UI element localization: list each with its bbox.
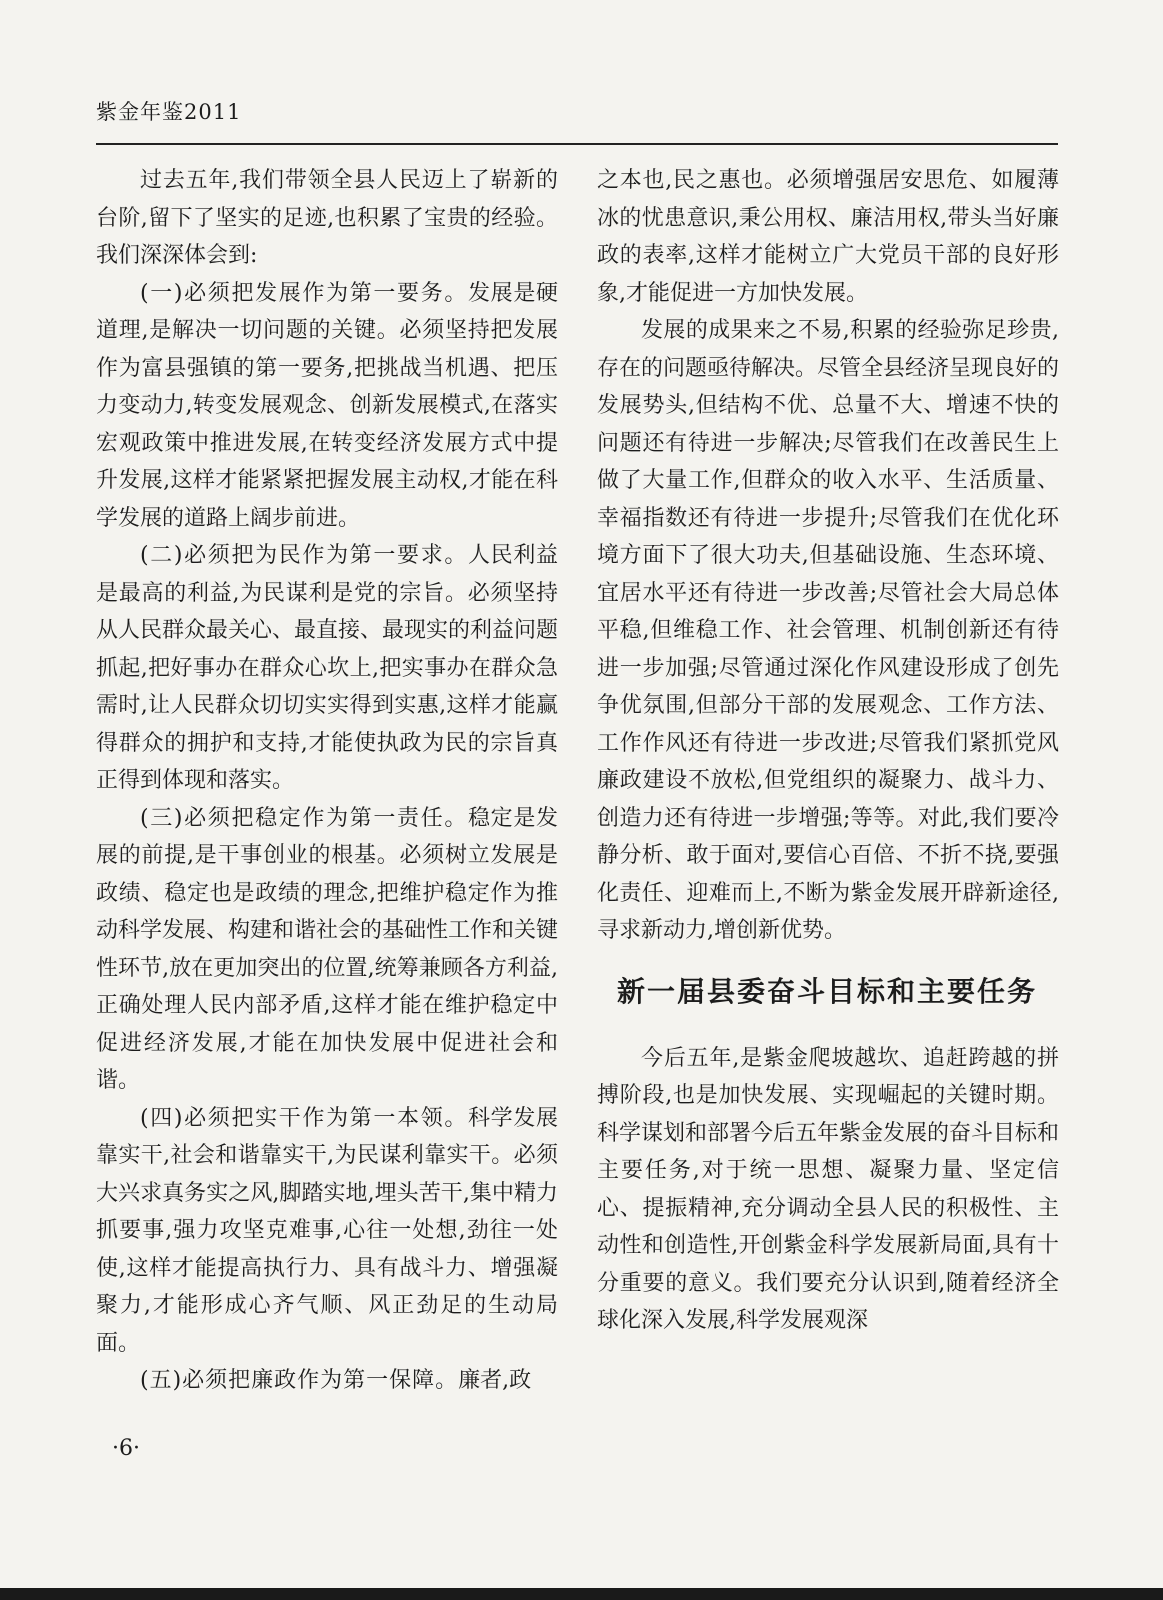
page-number: ·6· — [112, 1436, 140, 1461]
paragraph-text: 发展是硬道理,是解决一切问题的关键。必须坚持把发展作为富县强镇的第一要务,把挑战当机遇、把压力变动力,转变发展观念、创新发展模式,在落实宏观政策中推进发展,在转变经济发展方式中提升发展,这样才能紧紧把握发展主动权,才能在科学发展的道路上阔步前进。 — [96, 280, 558, 531]
lesson-paragraph-1 — [96, 275, 558, 538]
section-heading: 新一届县委奋斗目标和主要任务 — [617, 974, 1038, 1008]
paragraph-text: 廉者,政 — [458, 1368, 532, 1393]
paragraph-text: 稳定是发展的前提,是干事创业的根基。必须树立发展是政绩、稳定也是政绩的理念,把维护稳定作为推动科学发展、构建和谐社会的基础性工作和关键性环节,放在更加突出的位置,统筹兼顾各方利益,正确处理人民内部矛盾,这样才能在维护稳定中促进经济发展,才能在加快发展中促进社会和谐。 — [96, 805, 559, 1093]
running-header: 紫金年鉴2011 — [96, 100, 242, 124]
lesson-heading: (三)必须把稳定作为第一责任。 — [140, 805, 469, 831]
lesson-paragraph-4 — [96, 1100, 558, 1363]
left-column — [96, 162, 558, 1400]
scan-bottom-edge — [0, 1588, 1163, 1600]
paragraph-text: 过去五年,我们带领全县人民迈上了崭新的台阶,留下了坚实的足迹,也积累了宝贵的经验。我们深深体会到: — [96, 168, 558, 268]
problems-paragraph: 发展的成果来之不易,积累的经验弥足珍贵,存在的问题亟待解决。尽管全县经济呈现良好的发展势头,但结构不优、总量不大、增速不快的问题还有待进一步解决;尽管我们在改善民生上做了大量工作,但群众的收入水平、生活质量、幸福指数还有待进一步提升;尽管我们在优化环境方面下了很大功夫,但基础设施、生态环境、宜居水平还有待进一步改善;尽管社会大局总体平稳,但维稳工作、社会管理、机制创新还有待进一步加强;尽管通过深化作风建设形成了创先争优氛围,但部分干部的发展观念、工作方法、工作作风还有待进一步改进;尽管我们紧抓党风廉政建设不放松,但党组织的凝聚力、战斗力、创造力还有待进一步增强;等等。对此,我们要冷静分析、敢于面对,要信心百倍、不折不挠,要强化责任、迎难而上,不断为紫金发展开辟新途径,寻求新动力,增创新优势。 — [597, 318, 1060, 943]
lesson-heading: (一)必须把发展作为第一要务。 — [140, 280, 469, 306]
right-column — [597, 162, 1059, 1340]
lesson-paragraph-2 — [96, 537, 558, 800]
paragraph-text: 科学发展靠实干,社会和谐靠实干,为民谋利靠实干。必须大兴求真务实之风,脚踏实地,埋头苦干,集中精力抓要事,强力攻坚克难事,心往一处想,劲往一处使,这样才能提高执行力、具有战斗力、增强凝聚力,才能形成心齐气顺、风正劲足的生动局面。 — [96, 1105, 558, 1356]
lesson-paragraph-5 — [96, 1362, 558, 1400]
header-rule — [96, 143, 1058, 145]
lesson-heading: (二)必须把为民作为第一要求。 — [140, 543, 469, 568]
lesson-paragraph-3 — [96, 800, 558, 1100]
next-five-years-paragraph: 今后五年,是紫金爬坡越坎、追赶跨越的拼搏阶段,也是加快发展、实现崛起的关键时期。科学谋划和部署今后五年紫金发展的奋斗目标和主要任务,对于统一思想、凝聚力量、坚定信心、提振精神,充分调动全县人民的积极性、主动性和创造性,开创紫金科学发展新局面,具有十分重要的意义。我们要充分认识到,随着经济全球化深入发展,科学发展观深 — [597, 1045, 1060, 1333]
paragraph-text: 人民利益是最高的利益,为民谋利是党的宗旨。必须坚持从人民群众最关心、最直接、最现实的利益问题抓起,把好事办在群众心坎上,把实事办在群众急需时,让人民群众切切实实得到实惠,这样才能赢得群众的拥护和支持,才能使执政为民的宗旨真正得到体现和落实。 — [96, 543, 559, 793]
lesson-heading: (五)必须把廉政作为第一保障。 — [140, 1368, 459, 1393]
lesson-heading: (四)必须把实干作为第一本领。 — [140, 1105, 469, 1131]
intro-paragraph — [96, 162, 558, 275]
continued-paragraph: 之本也,民之惠也。必须增强居安思危、如履薄冰的忧患意识,秉公用权、廉洁用权,带头当好廉政的表率,这样才能树立广大党员干部的良好形象,才能促进一方加快发展。 — [597, 168, 1059, 306]
